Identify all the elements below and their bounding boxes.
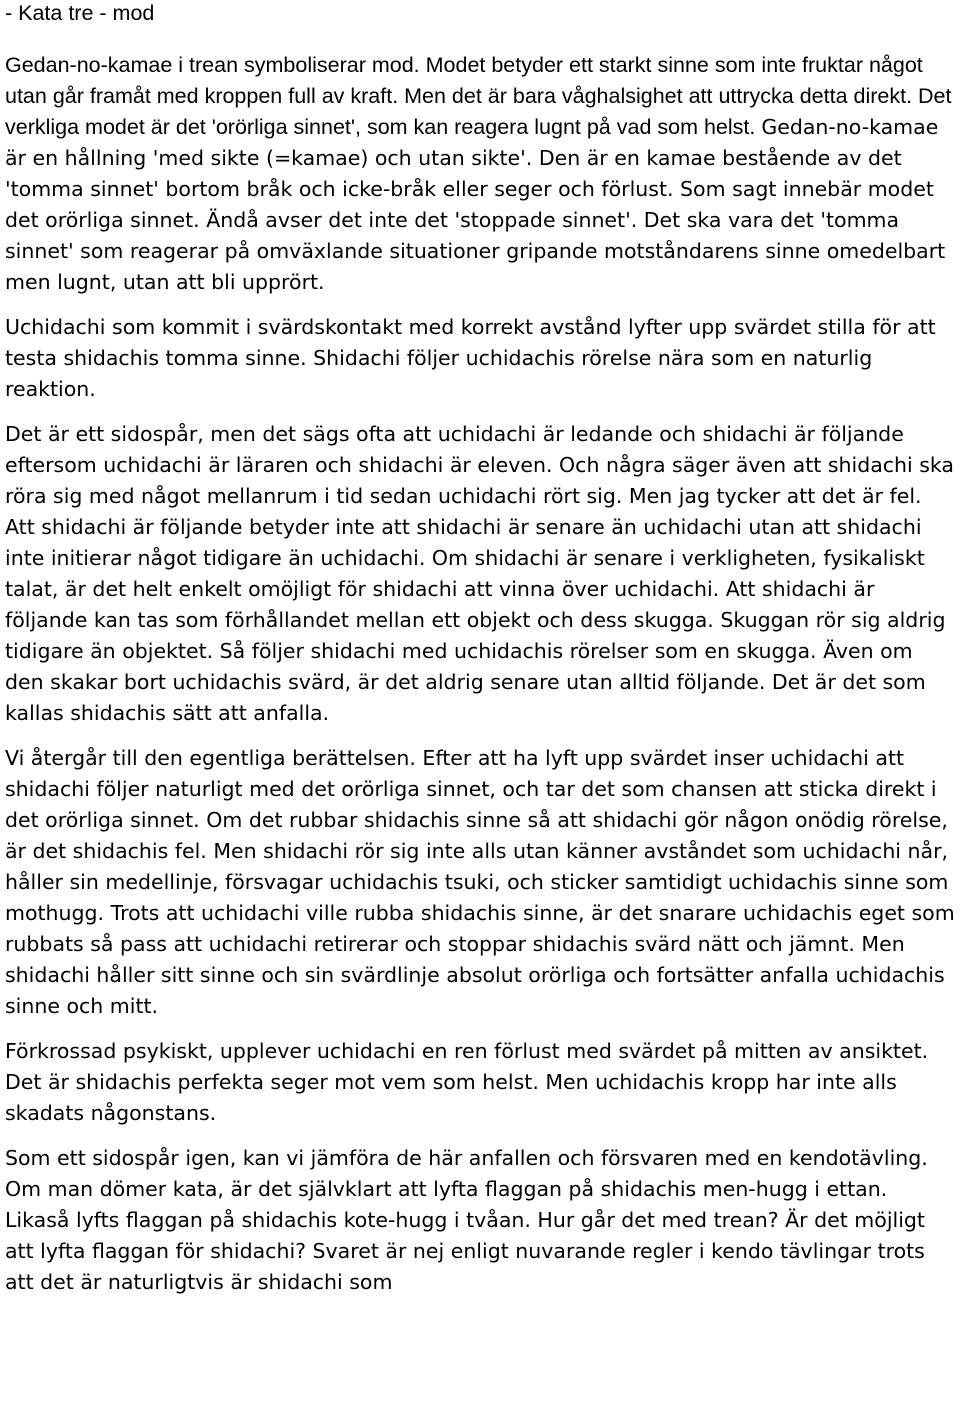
paragraph-3-text: Det är ett sidospår, men det sägs ofta att uchidachi är ledande och shidachi är följande eftersom uchidachi är läraren och shidachi är eleven. Och några säger även att shidachi ska röra sig med något mellanrum i tid sedan uchidachi rört sig. Men jag tycker att det är fel. Att shidachi är följande betyder inte att shidachi är senare än uchidachi utan att shidachi inte initierar något tidigare än uchidachi. Om shidachi är senare i verkligheten, fysikaliskt talat, är det helt enkelt omöjligt för shidachi att vinna över uchidachi. Att shidachi är följande kan tas som förhållandet mellan ett objekt och dess skugga. Skuggan rör sig aldrig tidigare än objektet. Så följer shidachi med uchidachis rörelser som en skugga. Även om den skakar bort uchidachis svärd, är det aldrig senare utan alltid följande. Det är det som kallas shidachis sätt att anfalla.	[5, 422, 954, 725]
paragraph-1	[5, 50, 955, 298]
paragraph-5-text: Förkrossad psykiskt, upplever uchidachi en ren förlust med svärdet på mitten av ansiktet. Det är shidachis perfekta seger mot vem som helst. Men uchidachis kropp har inte alls skadats någonstans.	[5, 1039, 929, 1125]
paragraph-2	[5, 312, 955, 405]
paragraph-4-text: Vi återgår till den egentliga berättelsen. Efter att ha lyft upp svärdet inser uchidachi att shidachi följer naturligt med det orörliga sinnet, och tar det som chansen att sticka direkt i det orörliga sinnet. Om det rubbar shidachis sinne så att shidachi gör någon onödig rörelse, är det shidachis fel. Men shidachi rör sig inte alls utan känner avståndet som uchidachi når, håller sin medellinje, försvagar uchidachis tsuki, och sticker samtidigt uchidachis sinne som mothugg. Trots att uchidachi ville rubba shidachis sinne, är det snarare uchidachis eget som rubbats så pass att uchidachi retirerar och stoppar shidachis svärd nätt och jämnt. Men shidachi håller sitt sinne och sin svärdlinje absolut orörliga och fortsätter anfalla uchidachis sinne och mitt.	[5, 746, 955, 1018]
paragraph-4	[5, 743, 955, 1022]
paragraph-6	[5, 1143, 955, 1298]
paragraph-3	[5, 419, 955, 729]
document-page	[5, 0, 955, 1312]
paragraph-1-text: Gedan-no-kamae är en hållning 'med sikte (=kamae) och utan sikte'. Den är en kamae bestående av det 'tomma sinnet' bortom bråk och icke-bråk eller seger och förlust. Som sagt innebär modet det orörliga sinnet. Ändå avser det inte det 'stoppade sinnet'. Det ska vara det 'tomma sinnet' som reagerar på omväxlande situationer gripande motståndarens sinne omedelbart men lugnt, utan att bli upprört.	[5, 115, 946, 294]
paragraph-2-text: Uchidachi som kommit i svärdskontakt med korrekt avstånd lyfter upp svärdet stilla för att testa shidachis tomma sinne. Shidachi följer uchidachis rörelse nära som en naturlig reaktion.	[5, 315, 936, 401]
paragraph-5	[5, 1036, 955, 1129]
paragraph-6-text: Som ett sidospår igen, kan vi jämföra de här anfallen och försvaren med en kendotävling. Om man dömer kata, är det självklart att lyfta flaggan på shidachis men-hugg i ettan. Likaså lyfts flaggan på shidachis kote-hugg i tvåan. Hur går det med trean? Är det möjligt att lyfta flaggan för shidachi? Svaret är nej enligt nuvarande regler i kendo tävlingar trots att det är naturligtvis är shidachi som	[5, 1146, 928, 1294]
paragraph-1-lead: Gedan-no-kamae i trean symboliserar mod. Modet betyder ett starkt sinne som inte fruktar något utan går framåt med kroppen full av kraft. Men det är bara våghalsighet att uttrycka detta direkt. Det verkliga modet är det 'orörliga sinnet', som kan reagera lugnt på vad som helst.	[5, 53, 952, 139]
document-heading: - Kata tre - mod	[5, 1, 155, 25]
